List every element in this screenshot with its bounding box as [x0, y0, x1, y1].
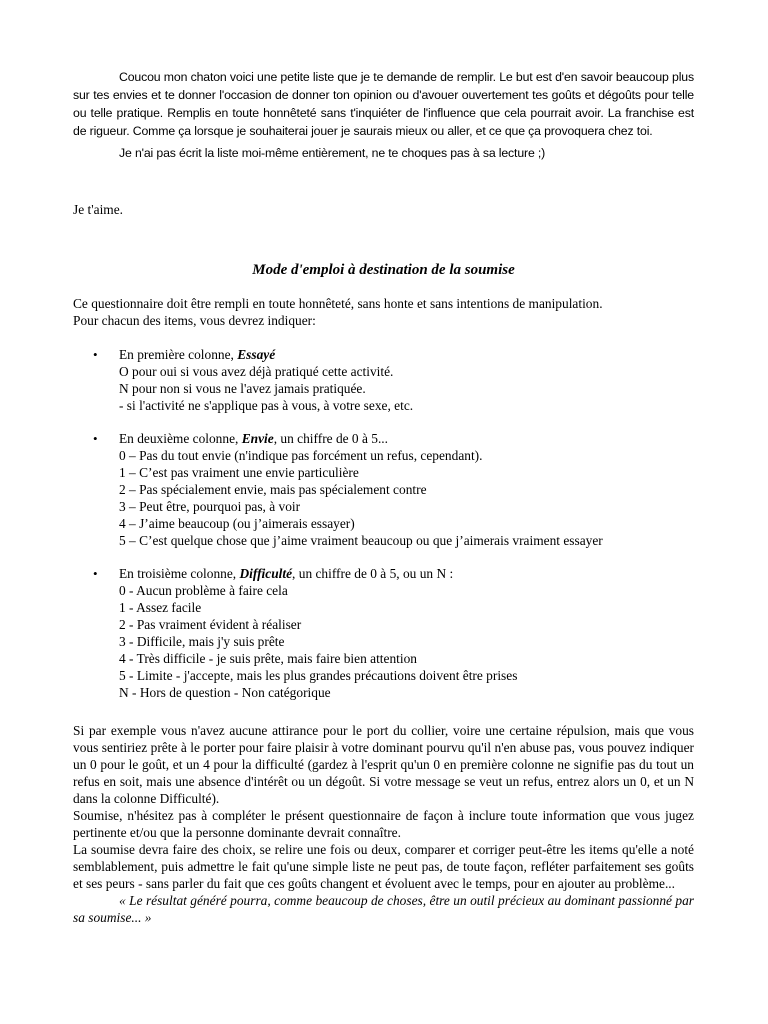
bullet-line: 4 - Très difficile - je suis prête, mais faire bien attention: [119, 651, 417, 666]
bullet-line: O pour oui si vous avez déjà pratiqué cette activité.: [119, 364, 394, 379]
bullet-heading: En première colonne, Essayé: [119, 347, 276, 362]
bullet-line: 1 – C’est pas vraiment une envie particulière: [119, 465, 359, 480]
bullet-line: 3 - Difficile, mais j'y suis prête: [119, 634, 285, 649]
closing-quote: « Le résultat généré pourra, comme beaucoup de choses, être un outil précieux au dominant passionné par sa soumise... »: [73, 893, 694, 925]
bullet-dot-icon: •: [93, 566, 98, 581]
bullet-third-column: [93, 565, 713, 701]
explanation-paragraph-2: Soumise, n'hésitez pas à compléter le présent questionnaire de façon à inclure toute information que vous jugez pertinente et/ou que la personne dominante devrait connaître.: [73, 808, 694, 840]
intro-section: [73, 68, 694, 162]
term-difficulte: Difficulté: [239, 566, 293, 581]
explanation-paragraph-1: Si par exemple vous n'avez aucune attirance pour le port du collier, voire une certaine répulsion, mais que vous vous sentiriez prête à le porter pour faire plaisir à votre dominant pourvu qu'il n'en abuse pas, vous pouvez indiquer un 0 pour le goût, et un 4 pour la difficulté (gardez à l'esprit qu'un 0 en première colonne ne signifie pas du tout un refus en soit, mais une absence d'intérêt ou un dégoût. Si votre message se veut un refus, entrez alors un 0, et un N dans la colonne Difficulté).: [73, 723, 694, 806]
bullet-line: 2 – Pas spécialement envie, mais pas spécialement contre: [119, 482, 427, 497]
section-heading: Mode d'emploi à destination de la soumise: [252, 262, 515, 278]
bullet-first-column: [93, 346, 713, 414]
bullet-line: - si l'activité ne s'applique pas à vous, à votre sexe, etc.: [119, 398, 414, 413]
intro-paragraph-2: Je n'ai pas écrit la liste moi-même entièrement, ne te choques pas à sa lecture ;): [119, 146, 546, 160]
explanation-paragraph-3: La soumise devra faire des choix, se relire une fois ou deux, comparer et corriger peut-être les items qu'elle a noté semblablement, puis admettre le fait qu'une simple liste ne peut pas, de toute façon, refléter parfaitement ses goûts et ses peurs - sans parler du fait que ces goûts changent et évoluent avec le temps, pour en ajouter au problème...: [73, 842, 694, 891]
bullet-line: 0 – Pas du tout envie (n'indique pas forcément un refus, cependant).: [119, 448, 483, 463]
bullet-dot-icon: •: [93, 347, 98, 362]
bullet-line: 5 - Limite - j'accepte, mais les plus grandes précautions doivent être prises: [119, 668, 518, 683]
term-essaye: Essayé: [237, 347, 276, 362]
bullet-line: 3 – Peut être, pourquoi pas, à voir: [119, 499, 301, 514]
bullet-line: 5 – C’est quelque chose que j’aime vraiment beaucoup ou que j’aimerais vraiment essayer: [119, 533, 603, 548]
bullet-heading: En deuxième colonne, Envie, un chiffre de 0 à 5...: [119, 431, 388, 446]
intro-paragraph-1: Coucou mon chaton voici une petite liste que je te demande de remplir. Le but est d'en savoir beaucoup plus sur tes envies et te donner l'occasion de donner ton opinion ou d'avouer ouvertement tes goûts et dégoûts pour telle ou telle pratique. Remplis en toute honnêteté sans t'inquiéter de l'influence que cela pourrait avoir. La franchise est de rigueur. Comme ça lorsque je souhaiterai jouer je saurais mieux ou aller, et ce que ça provoquera chez toi.: [73, 70, 694, 138]
term-envie: Envie: [241, 431, 274, 446]
bullet-dot-icon: •: [93, 431, 98, 446]
bullet-line: 1 - Assez facile: [119, 600, 202, 615]
closing-line: Je t'aime.: [73, 202, 124, 217]
bullet-line: 0 - Aucun problème à faire cela: [119, 583, 288, 598]
lead-line-2: Pour chacun des items, vous devrez indiquer:: [73, 313, 316, 328]
bullet-second-column: [93, 430, 713, 549]
bullet-line: 4 – J’aime beaucoup (ou j’aimerais essayer): [119, 516, 355, 531]
explanation-section: [73, 722, 694, 926]
bullet-line: N - Hors de question - Non catégorique: [119, 685, 331, 700]
bullet-heading: En troisième colonne, Difficulté, un chiffre de 0 à 5, ou un N :: [119, 566, 454, 581]
column-instructions-list: [93, 346, 713, 701]
bullet-line: 2 - Pas vraiment évident à réaliser: [119, 617, 302, 632]
lead-line-1: Ce questionnaire doit être rempli en toute honnêteté, sans honte et sans intentions de manipulation.: [73, 296, 603, 311]
bullet-line: N pour non si vous ne l'avez jamais pratiquée.: [119, 381, 366, 396]
lead-paragraph: [73, 295, 713, 329]
